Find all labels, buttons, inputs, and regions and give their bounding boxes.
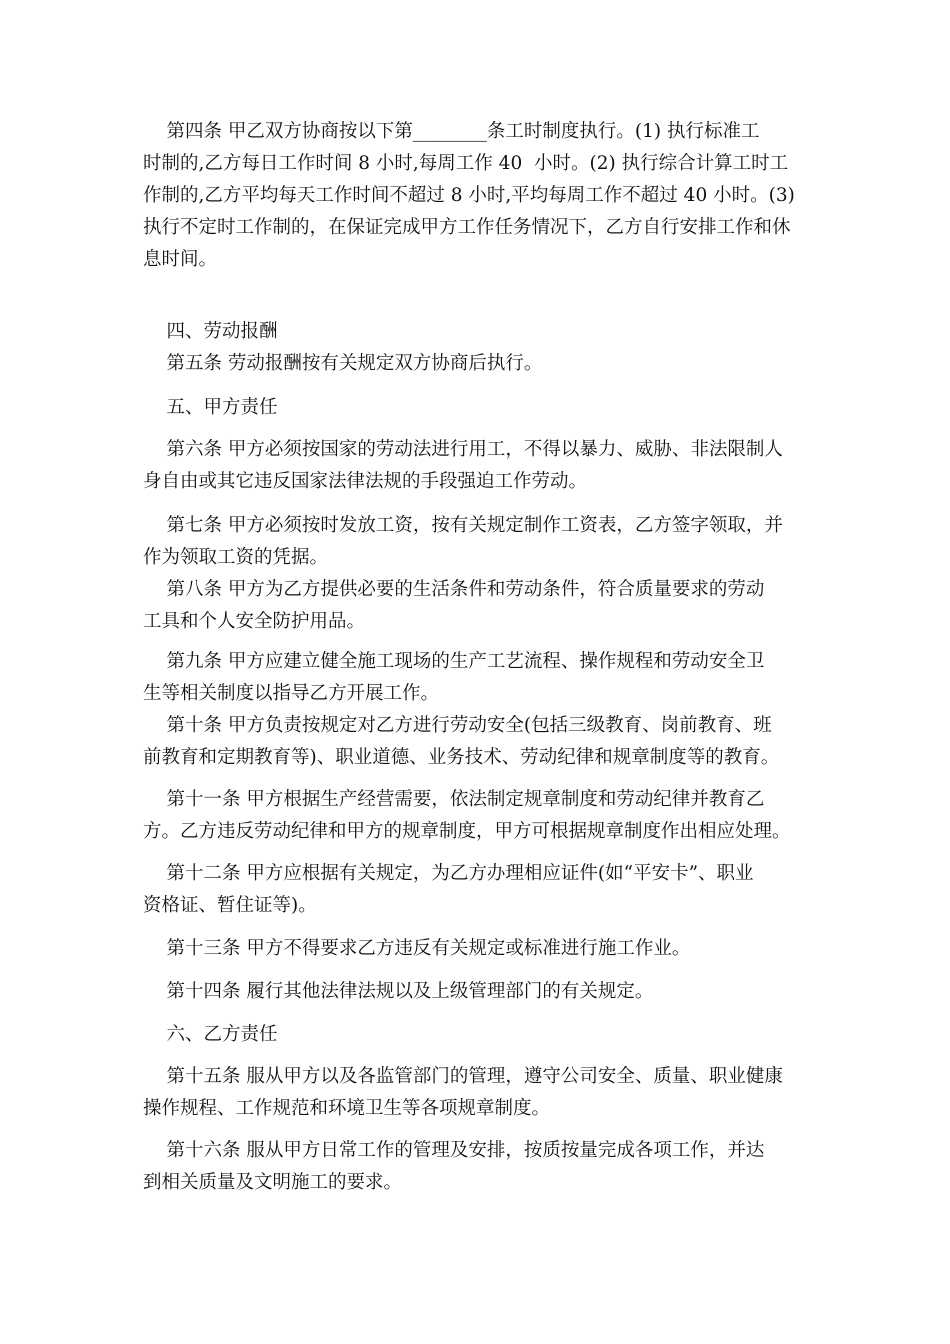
section-4-heading: 四、劳动报酬 [143,321,278,342]
article-4-line-4: 执行不定时工作制的，在保证完成甲方工作任务情况下，乙方自行安排工作和休 [143,217,791,238]
article-6-line-2: 身自由或其它违反国家法律法规的手段强迫工作劳动。 [143,471,588,492]
article-14: 第十四条 履行其他法律法规以及上级管理部门的有关规定。 [143,981,654,1002]
article-9-line-2: 生等相关制度以指导乙方开展工作。 [143,683,440,704]
article-11-line-2: 方。乙方违反劳动纪律和甲方的规章制度，甲方可根据规章制度作出相应处理。 [143,821,791,842]
article-4-line-5: 息时间。 [143,249,218,270]
article-5: 第五条 劳动报酬按有关规定双方协商后执行。 [143,353,543,374]
article-11-line-1: 第十一条 甲方根据生产经营需要，依法制定规章制度和劳动纪律并教育乙 [143,789,765,810]
article-10-line-2: 前教育和定期教育等)、职业道德、业务技术、劳动纪律和规章制度等的教育。 [143,747,780,768]
article-8-line-2: 工具和个人安全防护用品。 [143,611,366,632]
article-16-line-2: 到相关质量及文明施工的要求。 [143,1172,403,1193]
article-4-line-2: 时制的,乙方每日工作时间 8 小时,每周工作 40 小时。(2) 执行综合计算工时工 [143,153,789,174]
article-6-line-1: 第六条 甲方必须按国家的劳动法进行用工，不得以暴力、威胁、非法限制人 [143,439,783,460]
article-4-line-1: 第四条 甲乙双方协商按以下第________条工时制度执行。(1) 执行标准工 [143,121,760,142]
article-15-line-1: 第十五条 服从甲方以及各监管部门的管理，遵守公司安全、质量、职业健康 [143,1066,783,1087]
article-15-line-2: 操作规程、工作规范和环境卫生等各项规章制度。 [143,1098,551,1119]
article-12-line-1: 第十二条 甲方应根据有关规定，为乙方办理相应证件(如“平安卡”、职业 [143,863,754,884]
article-8-line-1: 第八条 甲方为乙方提供必要的生活条件和劳动条件，符合质量要求的劳动 [143,579,765,600]
article-12-line-2: 资格证、暂住证等)。 [143,895,317,916]
article-13: 第十三条 甲方不得要求乙方违反有关规定或标准进行施工作业。 [143,938,691,959]
article-9-line-1: 第九条 甲方应建立健全施工现场的生产工艺流程、操作规程和劳动安全卫 [143,651,765,672]
section-5-heading: 五、甲方责任 [143,397,278,418]
article-10-line-1: 第十条 甲方负责按规定对乙方进行劳动安全(包括三级教育、岗前教育、班 [143,715,772,736]
section-6-heading: 六、乙方责任 [143,1024,278,1045]
article-7-line-2: 作为领取工资的凭据。 [143,547,329,568]
article-7-line-1: 第七条 甲方必须按时发放工资，按有关规定制作工资表，乙方签字领取，并 [143,515,783,536]
article-16-line-1: 第十六条 服从甲方日常工作的管理及安排，按质按量完成各项工作，并达 [143,1140,765,1161]
article-4-line-3: 作制的,乙方平均每天工作时间不超过 8 小时,平均每周工作不超过 40 小时。(3) [143,185,795,206]
